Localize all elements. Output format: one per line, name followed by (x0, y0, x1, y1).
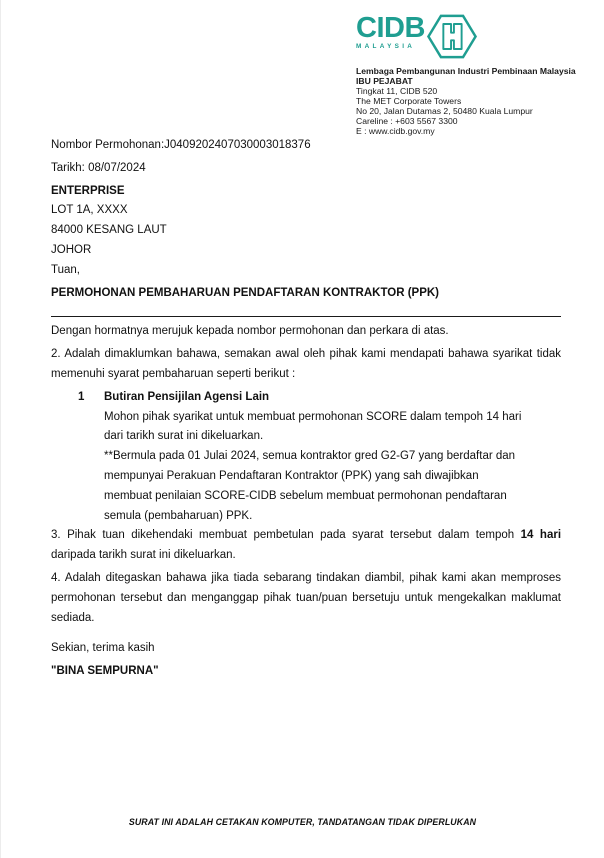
deadline-emphasis: 14 hari (520, 529, 562, 542)
letter-body (51, 136, 561, 682)
paragraph-3 (51, 526, 561, 566)
address-line-1: Tingkat 11, CIDB 520 (356, 86, 438, 96)
cidb-submark: MALAYSIA (356, 43, 416, 50)
item-title: Butiran Pensijilan Agensi Lain (104, 390, 270, 403)
item-body-2: **Bermula pada 01 Julai 2024, semua kontraktor gred G2-G7 yang berdaftar dan mempunyai Perakuan Pendaftaran Kontraktor (PPK) yang sah diwajibkan membuat penilaian SCORE-CIDB sebelum membuat permohonan pendaftaran semula (pembaharuan) PPK. (104, 450, 516, 522)
letter-date: Tarikh: 08/07/2024 (51, 161, 146, 174)
recipient-address-line-3: JOHOR (51, 243, 92, 256)
closing-line: Sekian, terima kasih (51, 642, 155, 655)
intro-paragraph: Dengan hormatnya merujuk kepada nombor permohonan dan perkara di atas. (51, 325, 449, 338)
website-line: E : www.cidb.gov.my (356, 126, 435, 136)
paragraph-3-text-end: daripada tarikh surat ini dikeluarkan. (51, 549, 236, 562)
item-body-1: Mohon pihak syarikat untuk membuat permohonan SCORE dalam tempoh 14 hari dari tarikh surat ini dikeluarkan. (104, 410, 522, 443)
requirement-item (51, 388, 561, 527)
paragraph-3-text-start: 3. Pihak tuan dikehendaki membuat pembetulan pada syarat tersebut dalam tempoh (51, 529, 521, 542)
paragraph-4: 4. Adalah ditegaskan bahawa jika tiada sebarang tindakan diambil, pihak kami akan memproses permohonan tersebut dan menganggap pihak tuan/puan bersetuju untuk mengekalkan maklumat sediada. (51, 571, 561, 624)
recipient-address-line-1: LOT 1A, XXXX (51, 204, 128, 217)
address-line-2: The MET Corporate Towers (356, 96, 462, 106)
cidb-logo (356, 12, 591, 60)
footer-note: SURAT INI ADALAH CETAKAN KOMPUTER, TANDATANGAN TIDAK DIPERLUKAN (128, 817, 477, 827)
divider-line (51, 316, 561, 317)
recipient-name: ENTERPRISE (51, 184, 125, 197)
cidb-logo-text (356, 12, 425, 50)
cidb-wordmark: CIDB (356, 12, 425, 44)
org-name: Lembaga Pembangunan Industri Pembinaan Malaysia (356, 66, 576, 76)
salutation: Tuan, (51, 263, 80, 276)
application-number: Nombor Permohonan:J0409202407030003018376 (51, 139, 311, 151)
recipient-address-line-2: 84000 KESANG LAUT (51, 224, 167, 237)
paragraph-2: 2. Adalah dimaklumkan bahawa, semakan awal oleh pihak kami mendapati bahawa syarikat tidak memenuhi syarat pembaharuan seperti berikut : (51, 348, 561, 380)
cidb-hexagon-h-icon (427, 13, 477, 60)
careline-line: Careline : +603 5567 3300 (356, 116, 458, 126)
subject-line: PERMOHONAN PEMBAHARUAN PENDAFTARAN KONTRAKTOR (PPK) (51, 286, 440, 299)
item-heading (51, 388, 561, 408)
letterhead-address (356, 66, 591, 136)
item-number: 1 (78, 390, 85, 403)
slogan-line: "BINA SEMPURNA" (51, 665, 159, 678)
address-line-3: No 20, Jalan Dutamas 2, 50480 Kuala Lumpur (356, 106, 533, 116)
letterhead (356, 12, 591, 136)
office-name: IBU PEJABAT (356, 76, 413, 86)
